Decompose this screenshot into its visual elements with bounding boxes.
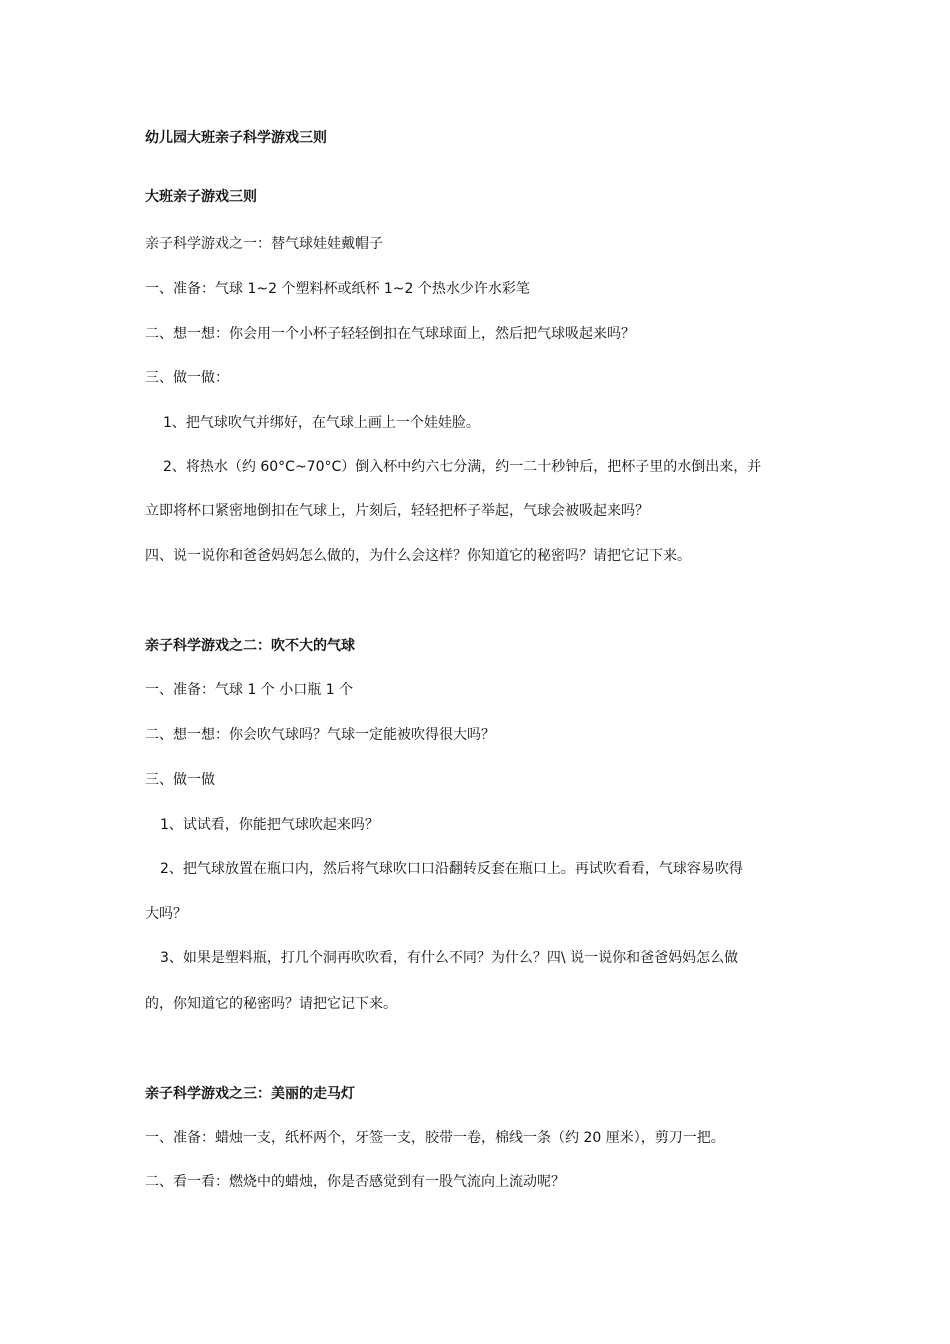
game2-heading: 亲子科学游戏之二：吹不大的气球 xyxy=(145,638,355,654)
game3-look: 二、看一看：燃烧中的蜡烛，你是否感觉到有一股气流向上流动呢？ xyxy=(145,1174,565,1190)
document-subtitle: 大班亲子游戏三则 xyxy=(145,189,257,205)
game1-heading: 亲子科学游戏之一：替气球娃娃戴帽子 xyxy=(145,236,383,252)
game2-step2-line2: 大吗？ xyxy=(145,906,187,922)
game2-step3-line2: 的，你知道它的秘密吗？请把它记下来。 xyxy=(145,996,397,1012)
game2-do-label: 三、做一做 xyxy=(145,772,215,788)
game1-step2-line1: 2、将热水（约 60°C~70°C）倒入杯中约六七分满，约一二十秒钟后，把杯子里的水倒出来，并 xyxy=(163,459,762,475)
game2-prepare: 一、准备：气球 1 个 小口瓶 1 个 xyxy=(145,682,354,698)
game3-heading: 亲子科学游戏之三：美丽的走马灯 xyxy=(145,1086,355,1102)
game1-step1: 1、把气球吹气并绑好，在气球上画上一个娃娃脸。 xyxy=(163,415,480,431)
game3-prepare: 一、准备：蜡烛一支，纸杯两个，牙签一支，胶带一卷，棉线一条（约 20 厘米），剪刀一把。 xyxy=(145,1130,725,1146)
game2-step1: 1、试试看，你能把气球吹起来吗？ xyxy=(160,817,379,833)
game1-think: 二、想一想：你会用一个小杯子轻轻倒扣在气球球面上，然后把气球吸起来吗？ xyxy=(145,326,635,342)
game2-step3-line1: 3、如果是塑料瓶，打几个洞再吹吹看，有什么不同？为什么？四\ 说一说你和爸爸妈妈怎么做 xyxy=(160,950,739,966)
game1-prepare: 一、准备：气球 1~2 个塑料杯或纸杯 1~2 个热水少许水彩笔 xyxy=(145,281,530,297)
game1-step2-line2: 立即将杯口紧密地倒扣在气球上，片刻后，轻轻把杯子举起，气球会被吸起来吗？ xyxy=(145,503,649,519)
game1-say: 四、说一说你和爸爸妈妈怎么做的，为什么会这样？你知道它的秘密吗？请把它记下来。 xyxy=(145,548,691,564)
game2-think: 二、想一想：你会吹气球吗？气球一定能被吹得很大吗？ xyxy=(145,727,495,743)
game2-step2-line1: 2、把气球放置在瓶口内，然后将气球吹口口沿翻转反套在瓶口上。再试吹看看，气球容易吹得 xyxy=(160,861,743,877)
document-title: 幼儿园大班亲子科学游戏三则 xyxy=(145,130,327,146)
game1-do-label: 三、做一做： xyxy=(145,370,229,386)
